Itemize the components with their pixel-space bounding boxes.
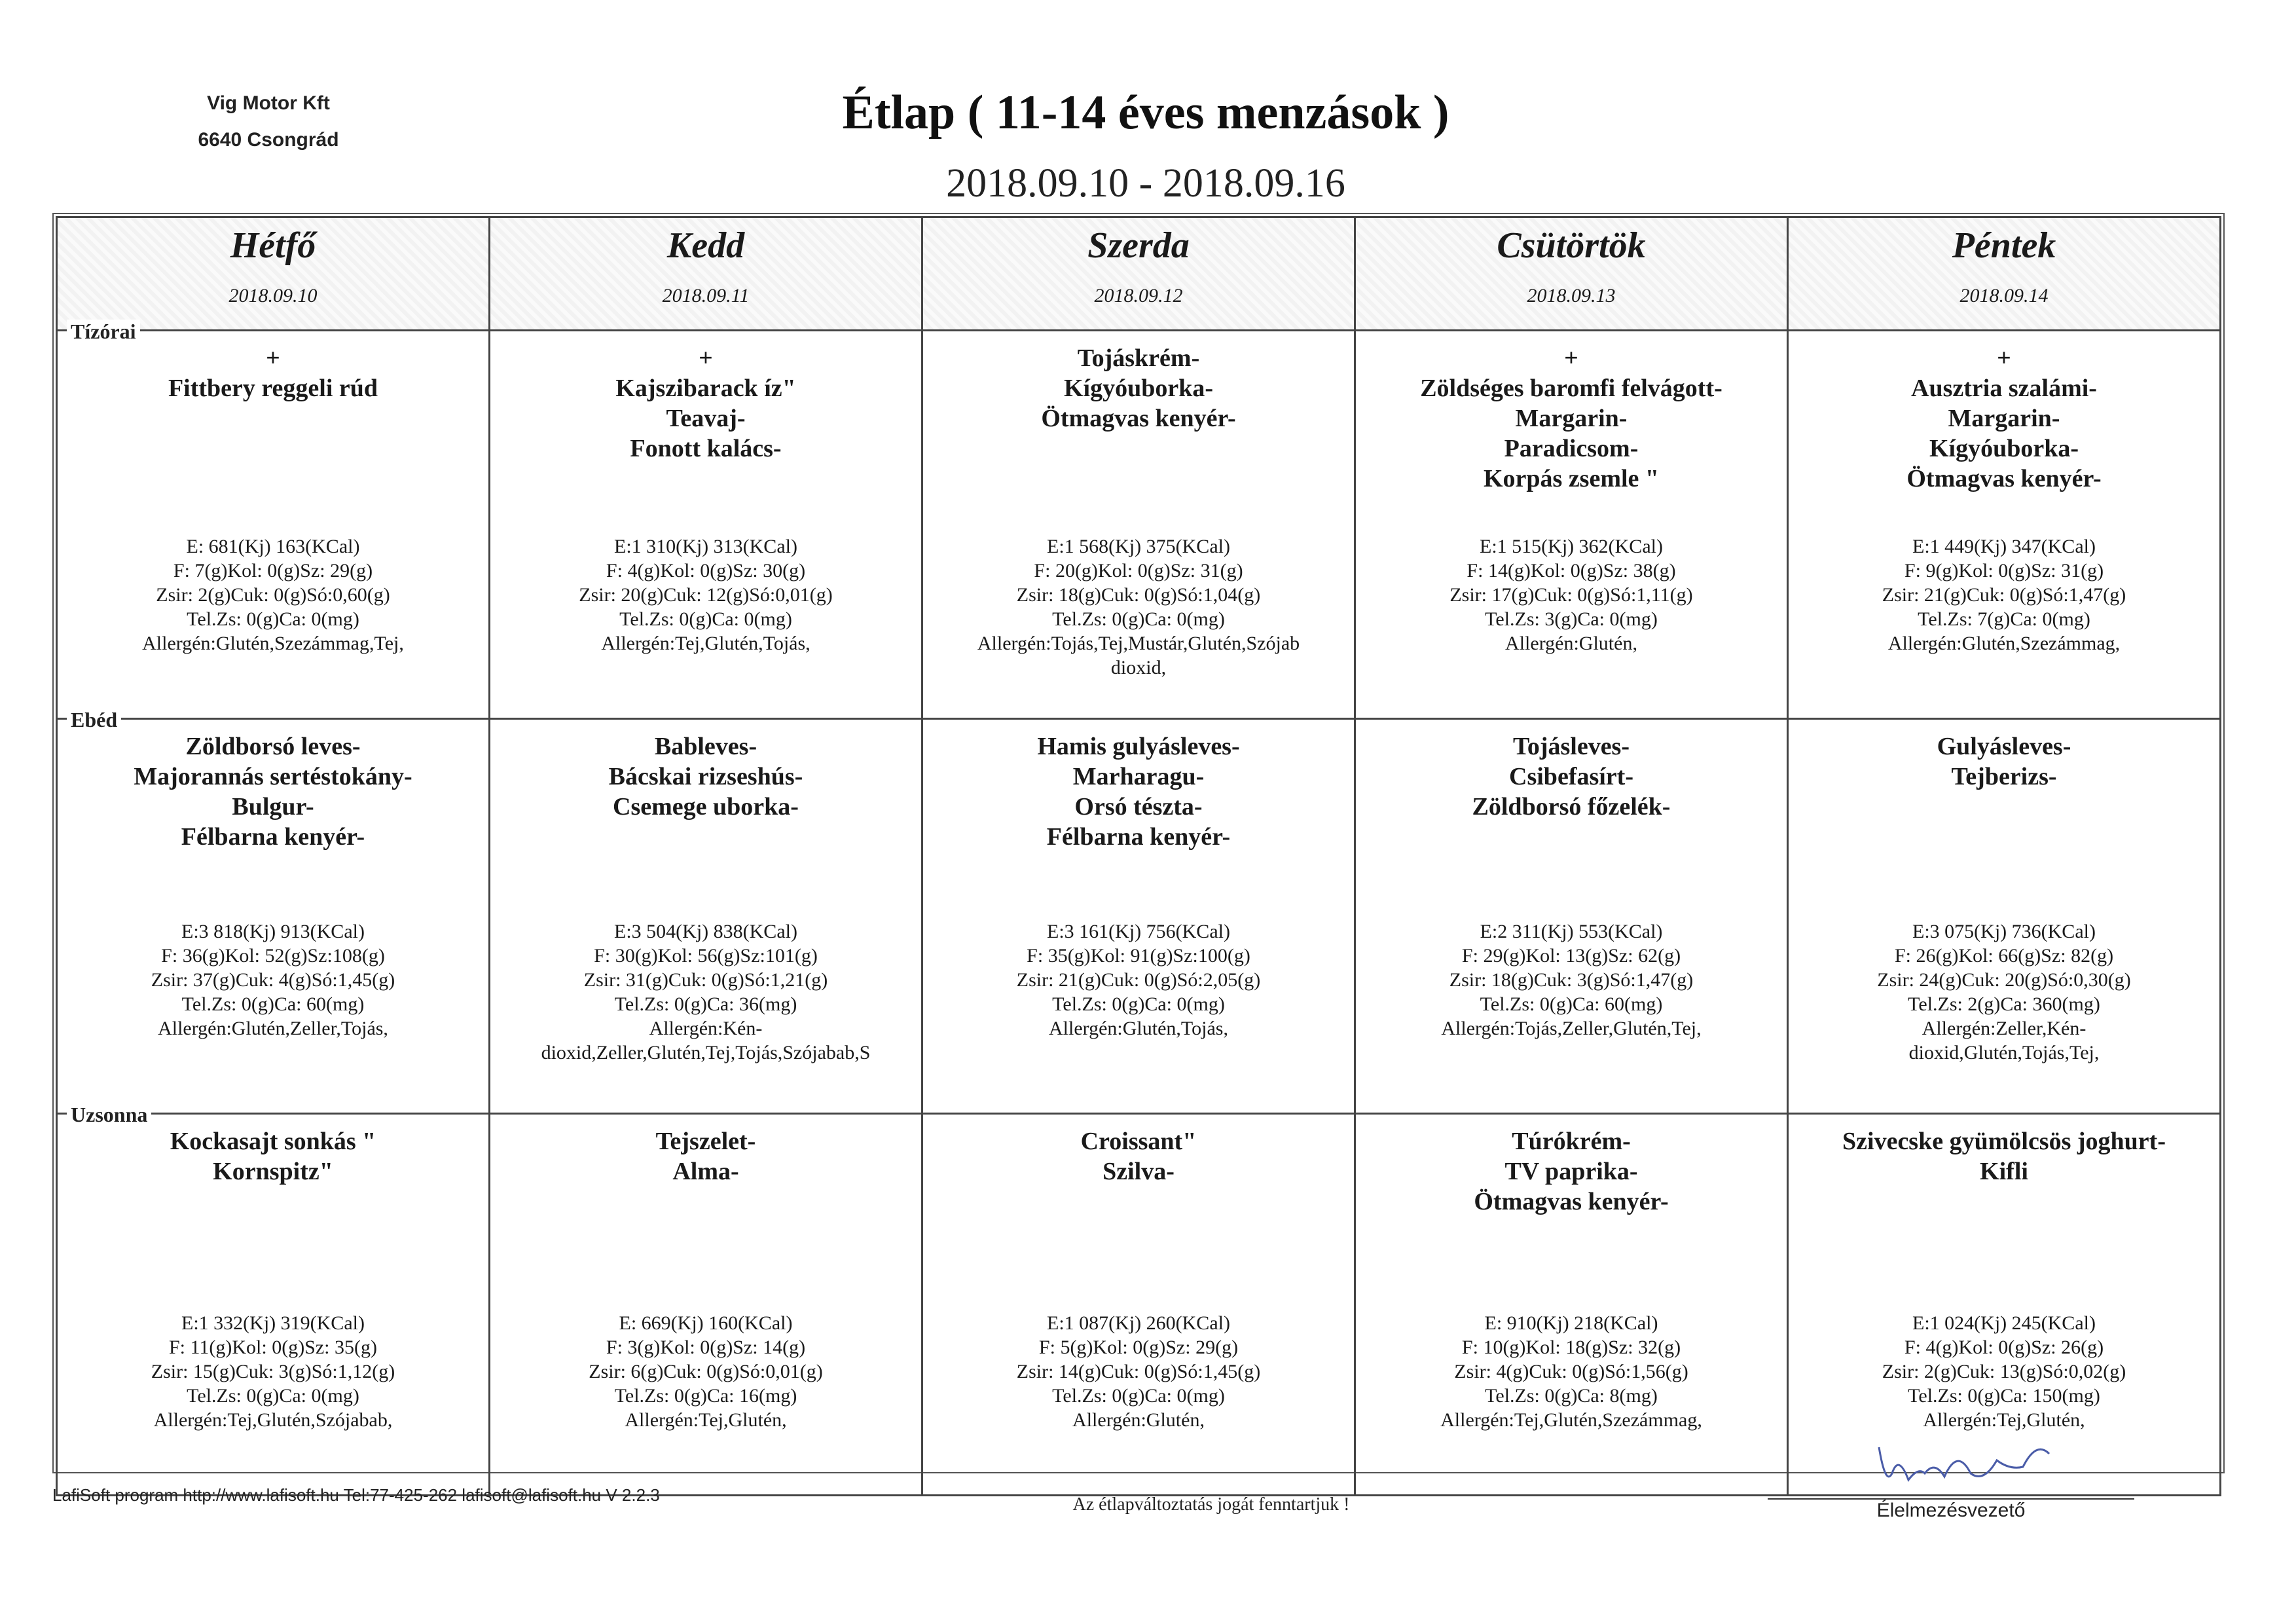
energy: E:3 075(Kj) 736(KCal) xyxy=(1912,921,2096,942)
day-name: Péntek xyxy=(1952,225,2056,266)
day-name: Hétfő xyxy=(230,225,316,266)
day-date: 2018.09.11 xyxy=(662,285,750,306)
energy: E: 910(Kj) 218(KCal) xyxy=(1484,1312,1658,1334)
company-info xyxy=(157,85,380,158)
nutrition-info xyxy=(490,1311,921,1432)
dish: Félbarna kenyér- xyxy=(1046,823,1231,851)
dish: Korpás zsemle " xyxy=(1483,465,1660,492)
dish: Gulyásleves- xyxy=(1937,733,2071,760)
protein-chol-carb: F: 9(g)Kol: 0(g)Sz: 31(g) xyxy=(1904,560,2104,581)
dish: + xyxy=(1997,344,2011,372)
dish-list xyxy=(1789,1115,2219,1187)
dish: Hamis gulyásleves- xyxy=(1037,733,1240,760)
protein-chol-carb: F: 20(g)Kol: 0(g)Sz: 31(g) xyxy=(1034,560,1243,581)
nutrition-info xyxy=(490,534,921,655)
satfat-calcium: Tel.Zs: 7(g)Ca: 0(mg) xyxy=(1918,608,2090,630)
allergens: Allergén:Zeller,Kén- xyxy=(1922,1018,2086,1039)
allergens: Allergén:Tej,Glutén, xyxy=(1923,1409,2085,1431)
allergens: Allergén:Tej,Glutén,Szójabab, xyxy=(153,1409,393,1431)
dish: Teavaj- xyxy=(666,405,746,432)
dish-list xyxy=(1356,1115,1787,1217)
satfat-calcium: Tel.Zs: 0(g)Ca: 36(mg) xyxy=(614,993,797,1015)
dish: Majorannás sertéstokány- xyxy=(134,763,412,790)
nutrition-info xyxy=(1356,534,1787,655)
signature-label: Élelmezésvezető xyxy=(1876,1500,2026,1521)
nutrition-info xyxy=(1789,534,2219,655)
dish-list xyxy=(490,1115,921,1187)
energy: E:1 310(Kj) 313(KCal) xyxy=(614,536,797,557)
protein-chol-carb: F: 30(g)Kol: 56(g)Sz:101(g) xyxy=(594,945,818,967)
nutrition-info xyxy=(923,919,1354,1041)
satfat-calcium: Tel.Zs: 3(g)Ca: 0(mg) xyxy=(1485,608,1658,630)
meal-cell xyxy=(57,320,490,719)
software-info: LafiSoft program http://www.lafisoft.hu Tel:77-425-262 lafisoft@lafisoft.hu V 2.2.3 xyxy=(52,1485,660,1505)
day-header-thursday xyxy=(1355,217,1788,331)
satfat-calcium: Tel.Zs: 0(g)Ca: 0(mg) xyxy=(1052,608,1225,630)
dish: Tojásleves- xyxy=(1512,733,1630,760)
day-date: 2018.09.13 xyxy=(1527,285,1616,306)
meal-cell xyxy=(922,719,1355,1114)
meal-label-tizorai: Tízórai xyxy=(67,320,140,344)
company-name: Vig Motor Kft xyxy=(207,92,330,114)
dish: TV paprika- xyxy=(1504,1158,1638,1185)
energy: E: 669(Kj) 160(KCal) xyxy=(619,1312,793,1334)
dish: Kifli xyxy=(1980,1158,2028,1185)
dish: Ötmagvas kenyér- xyxy=(1906,465,2102,492)
meal-cell xyxy=(57,1103,490,1496)
dish-list xyxy=(1356,720,1787,822)
dish: + xyxy=(1564,344,1578,372)
allergens: Allergén:Glutén,Szezámmag,Tej, xyxy=(142,633,404,654)
dish: Bableves- xyxy=(654,733,757,760)
protein-chol-carb: F: 5(g)Kol: 0(g)Sz: 29(g) xyxy=(1038,1337,1239,1358)
meal-label-ebed: Ebéd xyxy=(67,708,121,732)
dish-list xyxy=(1789,720,2219,792)
meal-label-uzsonna: Uzsonna xyxy=(67,1103,151,1127)
nutrition-info xyxy=(1789,1311,2219,1432)
dish-list xyxy=(923,720,1354,852)
dish-list xyxy=(1356,331,1787,494)
energy: E:1 332(Kj) 319(KCal) xyxy=(181,1312,365,1334)
dish: Zöldborsó leves- xyxy=(185,733,361,760)
dish-list xyxy=(1789,331,2219,494)
nutrition-info xyxy=(923,534,1354,680)
fat-sugar-salt: Zsir: 21(g)Cuk: 0(g)Só:2,05(g) xyxy=(1016,969,1261,991)
protein-chol-carb: F: 29(g)Kol: 13(g)Sz: 62(g) xyxy=(1461,945,1681,967)
dish: Tojáskrém- xyxy=(1077,344,1200,372)
dish: Szivecske gyümölcsös joghurt- xyxy=(1842,1128,2166,1155)
fat-sugar-salt: Zsir: 21(g)Cuk: 0(g)Só:1,47(g) xyxy=(1882,584,2126,606)
dish: Marharagu- xyxy=(1072,763,1205,790)
dish: Margarin- xyxy=(1948,405,2060,432)
protein-chol-carb: F: 4(g)Kol: 0(g)Sz: 26(g) xyxy=(1904,1337,2104,1358)
day-header-friday xyxy=(1788,217,2221,331)
satfat-calcium: Tel.Zs: 0(g)Ca: 0(mg) xyxy=(1052,993,1225,1015)
meal-cell xyxy=(490,1114,922,1496)
disclaimer: Az étlapváltoztatás jogát fenntartjuk ! xyxy=(1072,1494,1350,1515)
allergens-cont: dioxid, xyxy=(1110,657,1167,678)
protein-chol-carb: F: 36(g)Kol: 52(g)Sz:108(g) xyxy=(161,945,385,967)
dish: Túrókrém- xyxy=(1512,1128,1631,1155)
day-name: Szerda xyxy=(1087,225,1190,266)
dish: Kockasajt sonkás " xyxy=(170,1128,376,1155)
dish: Fonott kalács- xyxy=(630,435,782,462)
dish: Tejszelet- xyxy=(655,1128,756,1155)
dish: + xyxy=(266,344,280,372)
dish: Fittbery reggeli rúd xyxy=(168,375,378,402)
dish: Félbarna kenyér- xyxy=(181,823,365,851)
allergens: Allergén:Glutén, xyxy=(1072,1409,1205,1431)
dish: Croissant" xyxy=(1080,1128,1197,1155)
dish: Alma- xyxy=(672,1158,739,1185)
meal-cell xyxy=(57,708,490,1114)
protein-chol-carb: F: 4(g)Kol: 0(g)Sz: 30(g) xyxy=(606,560,806,581)
fat-sugar-salt: Zsir: 20(g)Cuk: 12(g)Só:0,01(g) xyxy=(579,584,833,606)
dish: Szilva- xyxy=(1102,1158,1175,1185)
fat-sugar-salt: Zsir: 18(g)Cuk: 0(g)Só:1,04(g) xyxy=(1016,584,1261,606)
meal-cell xyxy=(1355,1114,1788,1496)
allergens: Allergén:Tojás,Tej,Mustár,Glutén,Szójab xyxy=(977,633,1300,654)
nutrition-info xyxy=(923,1311,1354,1432)
fat-sugar-salt: Zsir: 6(g)Cuk: 0(g)Só:0,01(g) xyxy=(589,1361,823,1382)
nutrition-info xyxy=(58,1311,488,1432)
dish: Ötmagvas kenyér- xyxy=(1474,1188,1669,1215)
fat-sugar-salt: Zsir: 37(g)Cuk: 4(g)Só:1,45(g) xyxy=(151,969,395,991)
dish: Csibefasírt- xyxy=(1509,763,1633,790)
dish: Bulgur- xyxy=(232,793,314,821)
energy: E: 681(Kj) 163(KCal) xyxy=(186,536,360,557)
dish: Orsó tészta- xyxy=(1074,793,1203,821)
dish: Zöldborsó főzelék- xyxy=(1472,793,1671,821)
date-range: 2018.09.10 - 2018.09.16 xyxy=(946,161,1345,206)
fat-sugar-salt: Zsir: 2(g)Cuk: 0(g)Só:0,60(g) xyxy=(156,584,390,606)
energy: E:1 449(Kj) 347(KCal) xyxy=(1912,536,2096,557)
dish-list xyxy=(490,331,921,464)
energy: E:1 568(Kj) 375(KCal) xyxy=(1047,536,1230,557)
day-name: Kedd xyxy=(666,225,745,266)
dish-list xyxy=(923,331,1354,434)
fat-sugar-salt: Zsir: 14(g)Cuk: 0(g)Só:1,45(g) xyxy=(1016,1361,1261,1382)
fat-sugar-salt: Zsir: 15(g)Cuk: 3(g)Só:1,12(g) xyxy=(151,1361,395,1382)
meal-cell xyxy=(1788,719,2221,1114)
allergens: Allergén:Tej,Glutén, xyxy=(625,1409,787,1431)
nutrition-info xyxy=(490,919,921,1065)
satfat-calcium: Tel.Zs: 0(g)Ca: 60(mg) xyxy=(1480,993,1663,1015)
meal-cell xyxy=(1788,331,2221,719)
fat-sugar-salt: Zsir: 31(g)Cuk: 0(g)Só:1,21(g) xyxy=(583,969,828,991)
allergens: Allergén:Glutén, xyxy=(1505,633,1637,654)
day-header-row xyxy=(57,217,2221,331)
dish: Csemege uborka- xyxy=(613,793,799,821)
allergens: Allergén:Glutén,Szezámmag, xyxy=(1887,633,2121,654)
dish: Kígyóuborka- xyxy=(1063,375,1214,402)
meal-cell xyxy=(922,1114,1355,1496)
protein-chol-carb: F: 3(g)Kol: 0(g)Sz: 14(g) xyxy=(606,1337,806,1358)
allergens-cont: dioxid,Zeller,Glutén,Tej,Tojás,Szójabab,S xyxy=(541,1042,871,1063)
allergens: Allergén:Glutén,Zeller,Tojás, xyxy=(158,1018,388,1039)
fat-sugar-salt: Zsir: 18(g)Cuk: 3(g)Só:1,47(g) xyxy=(1449,969,1694,991)
page-title: Étlap ( 11-14 éves menzások ) xyxy=(842,86,1449,139)
allergens: Allergén:Glutén,Tojás, xyxy=(1049,1018,1228,1039)
nutrition-info xyxy=(1789,919,2219,1065)
allergens: Allergén:Tej,Glutén,Szezámmag, xyxy=(1440,1409,1702,1431)
allergens-cont: dioxid,Glutén,Tojás,Tej, xyxy=(1908,1042,2100,1063)
dish: Paradicsom- xyxy=(1504,435,1639,462)
satfat-calcium: Tel.Zs: 2(g)Ca: 360(mg) xyxy=(1908,993,2100,1015)
day-date: 2018.09.14 xyxy=(1959,285,2049,306)
energy: E:3 504(Kj) 838(KCal) xyxy=(614,921,797,942)
energy: E:1 515(Kj) 362(KCal) xyxy=(1480,536,1663,557)
dish-list xyxy=(58,720,488,852)
fat-sugar-salt: Zsir: 4(g)Cuk: 0(g)Só:1,56(g) xyxy=(1454,1361,1688,1382)
satfat-calcium: Tel.Zs: 0(g)Ca: 150(mg) xyxy=(1908,1385,2100,1407)
protein-chol-carb: F: 14(g)Kol: 0(g)Sz: 38(g) xyxy=(1467,560,1676,581)
satfat-calcium: Tel.Zs: 0(g)Ca: 0(mg) xyxy=(1052,1385,1225,1407)
energy: E:3 818(Kj) 913(KCal) xyxy=(181,921,365,942)
allergens: Allergén:Tej,Glutén,Tojás, xyxy=(601,633,811,654)
energy: E:3 161(Kj) 756(KCal) xyxy=(1047,921,1230,942)
day-header-monday xyxy=(57,217,490,331)
satfat-calcium: Tel.Zs: 0(g)Ca: 8(mg) xyxy=(1485,1385,1658,1407)
allergens: Allergén:Tojás,Zeller,Glutén,Tej, xyxy=(1441,1018,1702,1039)
nutrition-info xyxy=(1356,919,1787,1041)
nutrition-info xyxy=(58,534,488,655)
meal-cell xyxy=(1355,331,1788,719)
fat-sugar-salt: Zsir: 24(g)Cuk: 20(g)Só:0,30(g) xyxy=(1877,969,2131,991)
fat-sugar-salt: Zsir: 17(g)Cuk: 0(g)Só:1,11(g) xyxy=(1449,584,1693,606)
nutrition-info xyxy=(58,919,488,1041)
satfat-calcium: Tel.Zs: 0(g)Ca: 0(mg) xyxy=(187,1385,359,1407)
meal-cell xyxy=(1355,719,1788,1114)
dish: Ötmagvas kenyér- xyxy=(1041,405,1236,432)
fat-sugar-salt: Zsir: 2(g)Cuk: 13(g)Só:0,02(g) xyxy=(1882,1361,2126,1382)
dish: + xyxy=(699,344,713,372)
protein-chol-carb: F: 11(g)Kol: 0(g)Sz: 35(g) xyxy=(168,1337,378,1358)
company-address: 6640 Csongrád xyxy=(198,129,339,151)
dish: Kornspitz" xyxy=(213,1158,333,1185)
dish: Tejberizs- xyxy=(1951,763,2057,790)
dish: Margarin- xyxy=(1515,405,1628,432)
satfat-calcium: Tel.Zs: 0(g)Ca: 0(mg) xyxy=(619,608,792,630)
dish: Zöldséges baromfi felvágott- xyxy=(1420,375,1722,402)
meal-row-tizorai xyxy=(57,331,2221,719)
allergens: Allergén:Kén- xyxy=(649,1018,763,1039)
dish-list xyxy=(923,1115,1354,1187)
protein-chol-carb: F: 35(g)Kol: 91(g)Sz:100(g) xyxy=(1027,945,1250,967)
weekly-menu-table xyxy=(56,216,2221,1496)
day-header-tuesday xyxy=(490,217,922,331)
meal-cell xyxy=(922,331,1355,719)
energy: E:1 024(Kj) 245(KCal) xyxy=(1912,1312,2096,1334)
satfat-calcium: Tel.Zs: 0(g)Ca: 16(mg) xyxy=(614,1385,797,1407)
day-header-wednesday xyxy=(922,217,1355,331)
dish: Ausztria szalámi- xyxy=(1911,375,2097,402)
meal-cell xyxy=(490,719,922,1114)
protein-chol-carb: F: 26(g)Kol: 66(g)Sz: 82(g) xyxy=(1894,945,2114,967)
dish-list xyxy=(490,720,921,822)
meal-cell xyxy=(490,331,922,719)
nutrition-info xyxy=(1356,1311,1787,1432)
dish: Kajszibarack íz" xyxy=(615,375,796,402)
satfat-calcium: Tel.Zs: 0(g)Ca: 60(mg) xyxy=(181,993,365,1015)
energy: E:1 087(Kj) 260(KCal) xyxy=(1047,1312,1230,1334)
protein-chol-carb: F: 10(g)Kol: 18(g)Sz: 32(g) xyxy=(1461,1337,1681,1358)
day-name: Csütörtök xyxy=(1497,225,1646,266)
meal-row-ebed xyxy=(57,719,2221,1114)
energy: E:2 311(Kj) 553(KCal) xyxy=(1480,921,1663,942)
dish: Bácskai rizseshús- xyxy=(608,763,803,790)
day-date: 2018.09.10 xyxy=(228,285,318,306)
satfat-calcium: Tel.Zs: 0(g)Ca: 0(mg) xyxy=(187,608,359,630)
day-date: 2018.09.12 xyxy=(1094,285,1183,306)
protein-chol-carb: F: 7(g)Kol: 0(g)Sz: 29(g) xyxy=(173,560,373,581)
signature-icon xyxy=(1872,1434,2069,1493)
dish: Kígyóuborka- xyxy=(1929,435,2079,462)
